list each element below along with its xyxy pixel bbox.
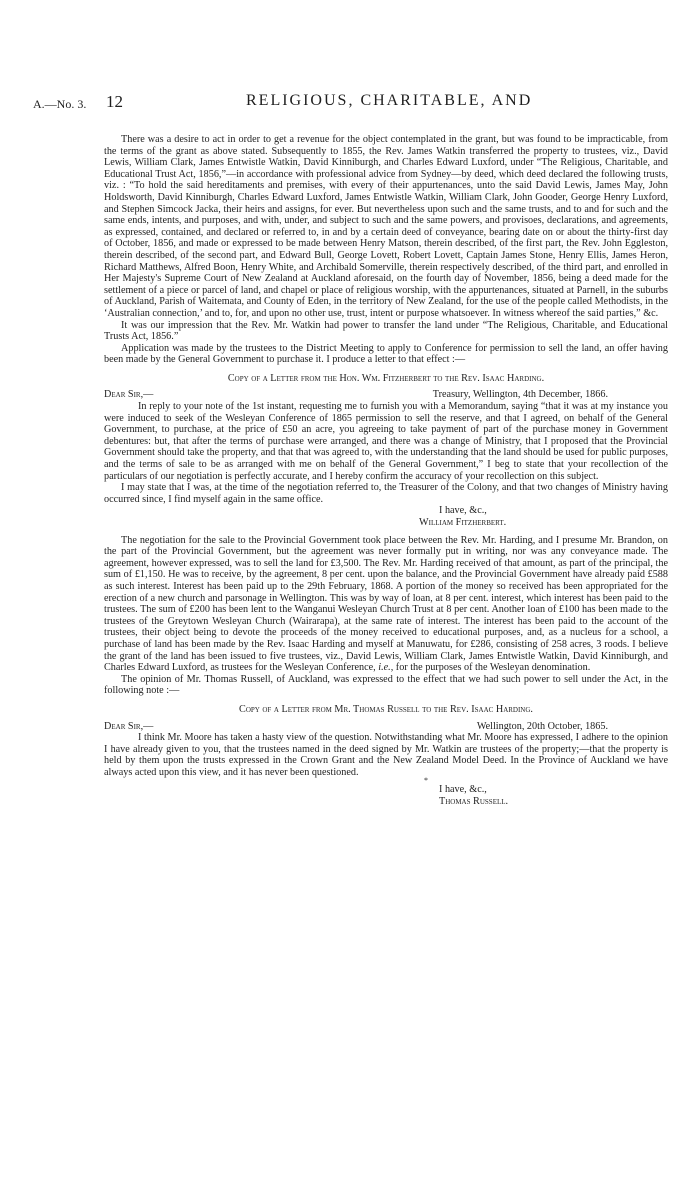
document-body: [104, 134, 668, 808]
negotiation-text: The negotiation for the sale to the Provincial Government took place between the Rev. Mr. Harding, and I presume Mr. Brandon, on the part of the Provincial Government, but the agreement was never formally put in writing, nor was any conveyance made. The agreement, however expressed, was to sell the land for £3,500. The Rev. Mr. Harding received of that amount, as part of the principal, the sum of £1,150. He was to receive, by the agreement, 8 per cent. upon the balance, and the Provincial Government have already paid £588 as such interest. Interest has been paid up to the 29th February, 1868. A portion of the money so received has been appropriated for the erection of a new church and parsonage in Wellington. This was by way of loan, at 8 per cent. interest, which interest has been paid to the trustees. The sum of £200 has been lent to the Wanganui Wesleyan Church Trust at 8 per cent. Another loan of £100 has been made to the trustees of the Greytown Wesleyan Church (Wairarapa), at the same rate of interest. The interest has been paid to the account of the trustees, their object being to devote the proceeds of the money received to educational purposes, and, as a nucleus for a school, a purchase of land has been made by the Rev. Isaac Harding and myself at Manuwatu, for £286, consisting of 258 acres, 3 roods. I believe the grant of the land has been issued to five trustees, viz., David Lewis, William Clark, James Entwistle Watkin, David Kinniburgh, and Charles Edward Luxford, as trustees for the Wesleyan Conference,: [104, 534, 668, 674]
printer-mark: *: [424, 776, 428, 786]
paragraph-trust-deed: There was a desire to act in order to get a revenue for the object contemplated in the grant, but was found to be impracticable, from the terms of the grant as above stated. Subsequently to 1855, the Rev. James Watkin transferred the property to trustees, viz., David Lewis, William Clark, James Entwistle Watkin, David Kinniburgh, and Charles Edward Luxford, under “The Religious, Charitable, and Educational Trust Act, 1856,”—in accordance with professional advice from Sydney—by deed, which deed declared the following trusts, viz. : “To hold the said hereditaments and premises, with every of their appurtenances, unto the said David Lewis, James May, John Holdsworth, David Kinniburgh, Charles Edward Luxford, James Entwistle Watkin, William Clark, John Gooder, George Henry Luxford, and Stephen Simcock Jacka, their heirs and assigns, for ever. But nevertheless upon such and the same trusts, and to and for such and the same ends, intents, and purposes, and with, under, and subject to such and the same powers, and provisoes, declarations, and agreements, as expressed, contained, and declared or referred to, in and by a certain deed of conveyance, bearing date on or about the thirty-first day of October, 1856, and made or expressed to be made between Henry Matson, therein described, of the first part, the Rev. John Eggleston, therein described, of the second part, and Edward Bull, George Lovett, Robert Lovett, Captain James Stone, Henry Ellis, James Heron, Richard Matthews, Alfred Boon, Henry White, and Archibald Somerville, therein respectively described, of the third part, and enrolled in Her Majesty's Supreme Court of New Zealand at Auckland aforesaid, on the fourth day of November, 1856, being a deed made for the settlement of a piece or parcel of land, and chapel or place of religious worship, with the appurtenances, situated at Parnell, in the suburbs of Auckland, Parish of Waitemata, and County of Eden, in the territory of New Zealand, for the use of the people called Methodists, in the ‘Australian connection,’ and to, for, and upon no other use, trust, intent or purpose whatsoever. In witness whereof the said parties,” &c.: [104, 134, 668, 319]
letter2-salutation: Dear Sir,—: [104, 720, 154, 732]
paragraph-watkin-power: It was our impression that the Rev. Mr. Watkin had power to transfer the land under “The Religious, Charitable, and Educational Trusts Act, 1856.”: [104, 319, 668, 343]
letter1-dateline: Treasury, Wellington, 4th December, 1866.: [432, 389, 608, 401]
letter2-closing: I have, &c.,: [439, 784, 487, 796]
letter1-salutation: Dear Sir,—: [104, 389, 154, 401]
paragraph-russell-opinion: The opinion of Mr. Thomas Russell, of Auckland, was expressed to the effect that we had such power to sell under the Act, in the following note :—: [104, 673, 668, 697]
letter1-signature: William Fitzherbert.: [419, 517, 507, 528]
letter1-heading: Copy of a Letter from the Hon. Wm. Fitzherbert to the Rev. Isaac Harding.: [227, 372, 545, 384]
running-title: RELIGIOUS, CHARITABLE, AND: [246, 92, 533, 109]
page-number: 12: [106, 92, 123, 111]
series-number: A.—No. 3.: [33, 97, 87, 111]
negotiation-end: for the purposes of the Wesleyan denomination.: [395, 662, 591, 674]
paragraph-application: Application was made by the trustees to the District Meeting to apply to Conference for permission to sell the land, an offer having been made by the General Government to purchase it. I produce a letter to that effect :—: [104, 342, 668, 366]
letter2-heading: Copy of a Letter from Mr. Thomas Russell to the Rev. Isaac Harding.: [239, 703, 533, 715]
letter2-signature: Thomas Russell.: [439, 796, 509, 808]
letter1-paragraph-2: I may state that I was, at the time of the negotiation referred to, the Treasurer of the Colony, and that two changes of Ministry having occurred since, I find myself again in the same office.: [104, 482, 668, 505]
letter1-closing: I have, &c.,: [439, 505, 487, 517]
letter1-dateline-row: [104, 389, 668, 401]
negotiation-ie: i.e.,: [378, 662, 394, 674]
letter1-paragraph-1: In reply to your note of the 1st instant, requesting me to furnish you with a Memorandum, saying “that it was at my instance you were induced to seek of the Wesleyan Conference of 1865 permission to sell the reserve, and that I agreed, on behalf of the General Government, to purchase, at the price of £50 an acre, you agreeing to take payment of part of the purchase money in Government debentures: but, that after the terms of purchase were arranged, and there was a change of Ministry, that I proposed that the Provincial Government should take the property, and that that was agreed to, with the understanding that the land should be used for public purposes, and the terms of sale to be as arranged with me on behalf of the General Government,” I beg to state that your recollection of the particulars of our negotiation is perfectly accurate, and I hereby confirm the accuracy of your recollection on this subject.: [104, 401, 668, 482]
letter2-paragraph-1: I think Mr. Moore has taken a hasty view of the question. Notwithstanding what Mr. Moore has expressed, I adhere to the opinion I have already given to you, that the trustees named in the deed signed by Mr. Watkin are trustees of the property;—that the property is held by them upon the trusts expressed in the Crown Grant and the New Zealand Model Deed. In the Province of Auckland we have always acted upon this view, and it has never been questioned.: [104, 732, 668, 778]
letter2-dateline: Wellington, 20th October, 1865.: [476, 720, 608, 732]
letter2-dateline-row: [104, 721, 668, 733]
paragraph-negotiation: [104, 535, 668, 674]
